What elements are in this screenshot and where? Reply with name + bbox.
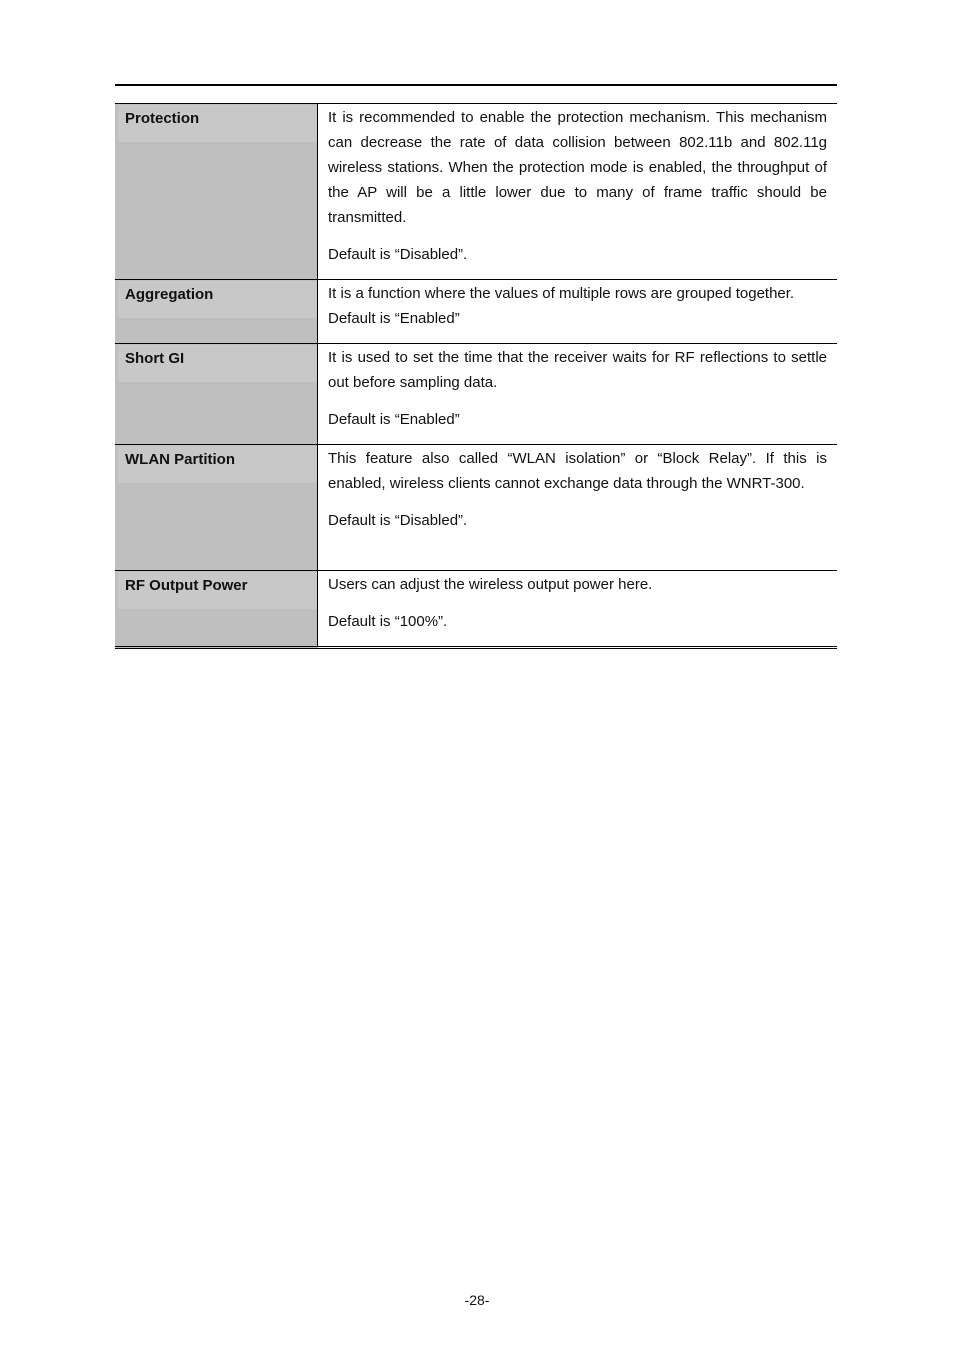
table-row	[115, 280, 837, 344]
parameter-name-cell	[115, 445, 318, 571]
parameter-name: RF Output Power	[118, 572, 317, 609]
parameter-name-cell	[115, 344, 318, 445]
parameter-description: This feature also called “WLAN isolation” or “Block Relay”. If this is enabled, wireless clients cannot exchange data through the WNRT-300.	[328, 450, 827, 492]
parameter-description-cell	[318, 104, 838, 280]
header-rule	[115, 84, 837, 86]
parameter-name: Aggregation	[118, 281, 317, 318]
parameter-description: It is a function where the values of multiple rows are grouped together.	[328, 285, 795, 302]
parameter-name: WLAN Partition	[118, 446, 317, 483]
parameter-default: Default is “Disabled”.	[328, 246, 468, 263]
parameter-table	[115, 103, 837, 649]
parameter-default: Default is “Enabled”	[328, 411, 460, 428]
table-row	[115, 445, 837, 571]
parameter-default: Default is “100%”.	[328, 613, 448, 630]
parameter-description-cell	[318, 445, 838, 571]
parameter-description-cell	[318, 571, 838, 648]
parameter-default: Default is “Disabled”.	[328, 512, 468, 529]
parameter-description: It is recommended to enable the protection mechanism. This mechanism can decrease the rate of data collision between 802.11b and 802.11g wireless stations. When the protection mode is enabled, the throughput of the AP will be a little lower due to many of frame traffic should be transmitted.	[328, 109, 827, 226]
parameter-name: Protection	[118, 105, 317, 142]
page-number: -28-	[464, 1292, 490, 1308]
parameter-name-cell	[115, 104, 318, 280]
table-row	[115, 344, 837, 445]
parameter-description-cell	[318, 280, 838, 344]
parameter-name-cell	[115, 280, 318, 344]
parameter-description: Users can adjust the wireless output power here.	[328, 576, 653, 593]
parameter-description: It is used to set the time that the receiver waits for RF reflections to settle out before sampling data.	[328, 349, 827, 391]
parameter-name-cell	[115, 571, 318, 648]
table-row	[115, 571, 837, 648]
parameter-default: Default is “Enabled”	[328, 310, 460, 327]
parameter-name: Short GI	[118, 345, 317, 382]
parameter-description-cell	[318, 344, 838, 445]
table-row	[115, 104, 837, 280]
